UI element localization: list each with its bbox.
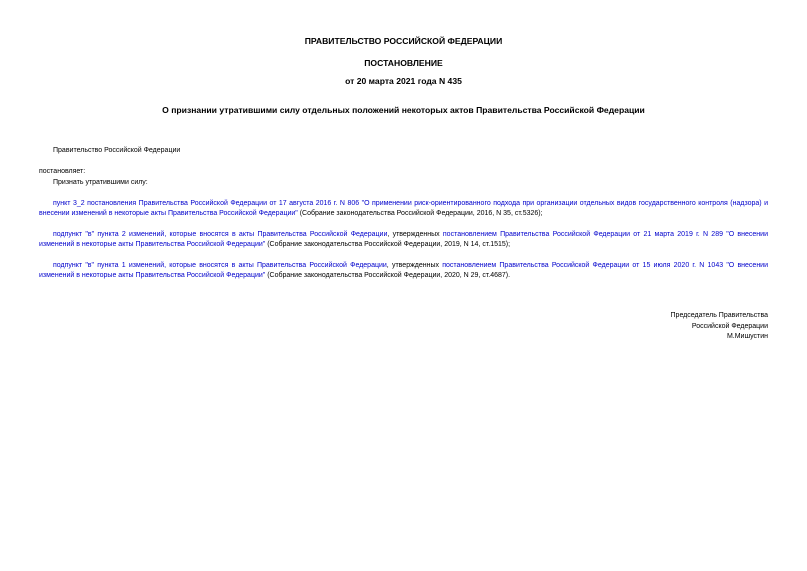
signature-org: Российской Федерации bbox=[691, 322, 768, 330]
intro-text: Правительство Российской Федерации bbox=[53, 147, 181, 154]
item-3-mid: , утвержденных bbox=[386, 262, 443, 269]
document-type: ПОСТАНОВЛЕНИЕ bbox=[364, 58, 443, 68]
item-2-tail: (Собрание законодательства Российской Федерации, 2019, N 14, ст.1515); bbox=[265, 241, 511, 248]
item-1-link[interactable]: пункт 3_2 постановления Правительства Российской Федерации от 17 августа 2016 г. N 806 "О применении риск-ориентированного подхода при организации отдельных видов государственного контроля (надзора) и внесении изменений в некоторые акты Правительства Российской Федерации" bbox=[39, 200, 768, 217]
item-2-mid: , утвержденных bbox=[387, 231, 443, 238]
government-heading: ПРАВИТЕЛЬСТВО РОССИЙСКОЙ ФЕДЕРАЦИИ bbox=[304, 36, 503, 46]
document-title: О признании утратившими силу отдельных положений некоторых актов Правительства Российской Федерации bbox=[162, 105, 645, 115]
item-3-link-1[interactable]: подпункт "в" пункта 1 изменений, которые вносятся в акты Правительства Российской Федерации bbox=[53, 262, 387, 269]
signature-block bbox=[671, 311, 768, 343]
item-2-link-1[interactable]: подпункт "в" пункта 2 изменений, которые вносятся в акты Правительства Российской Федерации bbox=[53, 231, 388, 238]
item-2-link-2[interactable]: постановлением Правительства Российской Федерации от 21 марта 2019 г. N 289 "О внесении изменений в некоторые акты Правительства Российской Федерации" bbox=[39, 231, 768, 248]
document-date-number: от 20 марта 2021 года N 435 bbox=[345, 76, 462, 86]
item-3-tail: (Собрание законодательства Российской Федерации, 2020, N 29, ст.4687). bbox=[265, 272, 511, 279]
item-1-tail: (Собрание законодательства Российской Федерации, 2016, N 35, ст.5326); bbox=[297, 210, 543, 217]
decrees-text: постановляет: bbox=[39, 168, 86, 175]
list-item-2 bbox=[39, 230, 768, 250]
signature-title: Председатель Правительства bbox=[670, 312, 768, 319]
signature-name: М.Мишустин bbox=[726, 333, 768, 340]
recognize-text: Признать утратившими силу: bbox=[53, 179, 148, 186]
item-3-link-2[interactable]: постановлением Правительства Российской Федерации от 15 июля 2020 г. N 1043 "О внесении изменений в некоторые акты Правительства Российской Федерации" bbox=[39, 262, 769, 279]
list-item-1 bbox=[39, 199, 768, 219]
list-item-3 bbox=[39, 261, 768, 281]
